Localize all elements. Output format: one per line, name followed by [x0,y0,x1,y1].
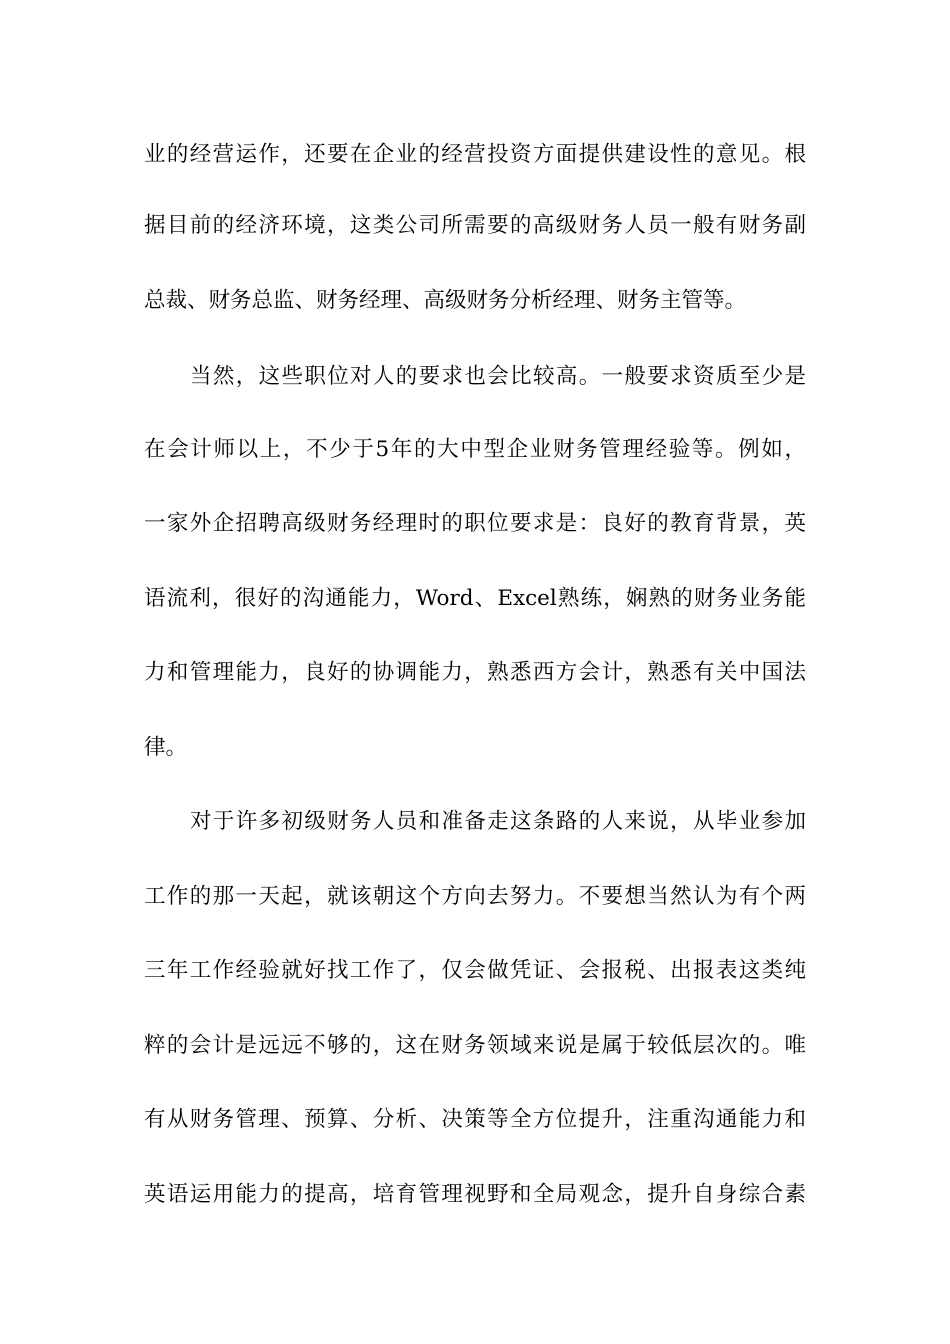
text-line: 业的经营运作，还要在企业的经营投资方面提供建设性的意见。根 [144,142,806,167]
text-line: 粹的会计是远远不够的，这在财务领域来说是属于较低层次的。唯 [144,1033,806,1058]
text-line: 力和管理能力，良好的协调能力，熟悉西方会计，熟悉有关中国法 [144,660,806,685]
paragraph-first-line: 当然，这些职位对人的要求也会比较高。一般要求资质至少是 [190,364,806,389]
text-line: 工作的那一天起，就该朝这个方向去努力。不要想当然认为有个两 [144,884,806,909]
paragraph-first-line: 对于许多初级财务人员和准备走这条路的人来说，从毕业参加 [190,809,806,834]
text-line: 据目前的经济环境，这类公司所需要的高级财务人员一般有财务副 [144,213,806,238]
text-line: 三年工作经验就好找工作了，仅会做凭证、会报税、出报表这类纯 [144,958,806,983]
text-line: 英语运用能力的提高，培育管理视野和全局观念，提升自身综合素 [144,1182,806,1207]
text-line: 总裁、财务总监、财务经理、高级财务分析经理、财务主管等。 [144,288,747,313]
text-line: 语流利，很好的沟通能力，Word、Excel熟练，娴熟的财务业务能 [144,586,806,611]
text-line: 有从财务管理、预算、分析、决策等全方位提升，注重沟通能力和 [144,1107,806,1132]
text-line: 律。 [144,735,188,760]
text-line: 一家外企招聘高级财务经理时的职位要求是：良好的教育背景，英 [144,511,806,536]
text-line: 在会计师以上，不少于5年的大中型企业财务管理经验等。例如， [144,437,806,462]
